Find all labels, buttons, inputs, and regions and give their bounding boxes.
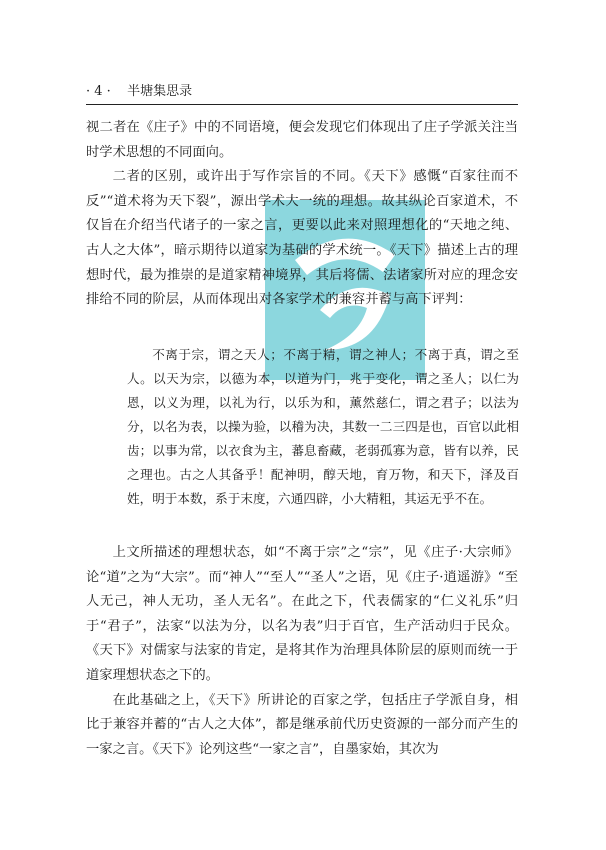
- body-text-top: [86, 116, 518, 313]
- quote-text: 不离于宗，谓之天人；不离于精，谓之神人；不离于真，谓之至人。以天为宗，以德为本，以道为门，兆于变化，谓之圣人；以仁为恩，以义为理，以礼为行，以乐为和，薰然慈仁，谓之君子；以法为分，以名为表，以操为验，以稽为决，其数一二三四是也，百官以此相齿；以事为常，以衣食为主，蕃息畜藏，老弱孤寡为意，皆有以养，民之理也。古之人其备乎！配神明，醇天地，育万物，和天下，泽及百姓，明于本数，系于末度，六通四辟，小大精粗，其运无乎不在。: [127, 347, 519, 506]
- paragraph: 在此基础之上，《天下》所讲论的百家之学，包括庄子学派自身，相比于兼容并蓄的“古人之大体”，都是继承前代历史资源的一部分而产生的一家之言。《天下》论列这些“一家之言”，自墨家始，其次为: [86, 692, 518, 757]
- book-title: 半塘集思录: [127, 84, 193, 99]
- paragraph: 二者的区别，或许出于写作宗旨的不同。《天下》感慨“百家往而不反”“道术将为天下裂”，源出学术大一统的理想。故其纵论百家道术，不仅旨在介绍当代诸子的一家之言，更要以此来对照理想化的“天地之纯、古人之大体”，暗示期待以道家为基础的学术统一。《天下》描述上古的理想时代，最为推崇的是道家精神境界，其后将儒、法诸家所对应的理念安排给不同的阶层，从而体现出对各家学术的兼容并蓄与高下评判：: [86, 169, 518, 308]
- block-quote: [127, 343, 519, 511]
- page-number: · 4 ·: [86, 84, 111, 99]
- running-header: [86, 80, 192, 99]
- paragraph: 上文所描述的理想状态，如“不离于宗”之“宗”，见《庄子·大宗师》论“道”之为“大宗”。而“神人”“至人”“圣人”之语，见《庄子·逍遥游》“至人无己，神人无功，圣人无名”。在此之下，代表儒家的“仁义礼乐”归于“君子”，法家“以法为分，以名为表”归于百官，生产活动归于民众。《天下》对儒家与法家的肯定，是将其作为治理具体阶层的原则而统一于道家理想状态之下的。: [86, 545, 518, 683]
- header-rule: [86, 104, 518, 105]
- body-text-bottom: [86, 541, 518, 762]
- paragraph: 视二者在《庄子》中的不同语境，便会发现它们体现出了庄子学派关注当时学术思想的不同面向。: [86, 120, 518, 160]
